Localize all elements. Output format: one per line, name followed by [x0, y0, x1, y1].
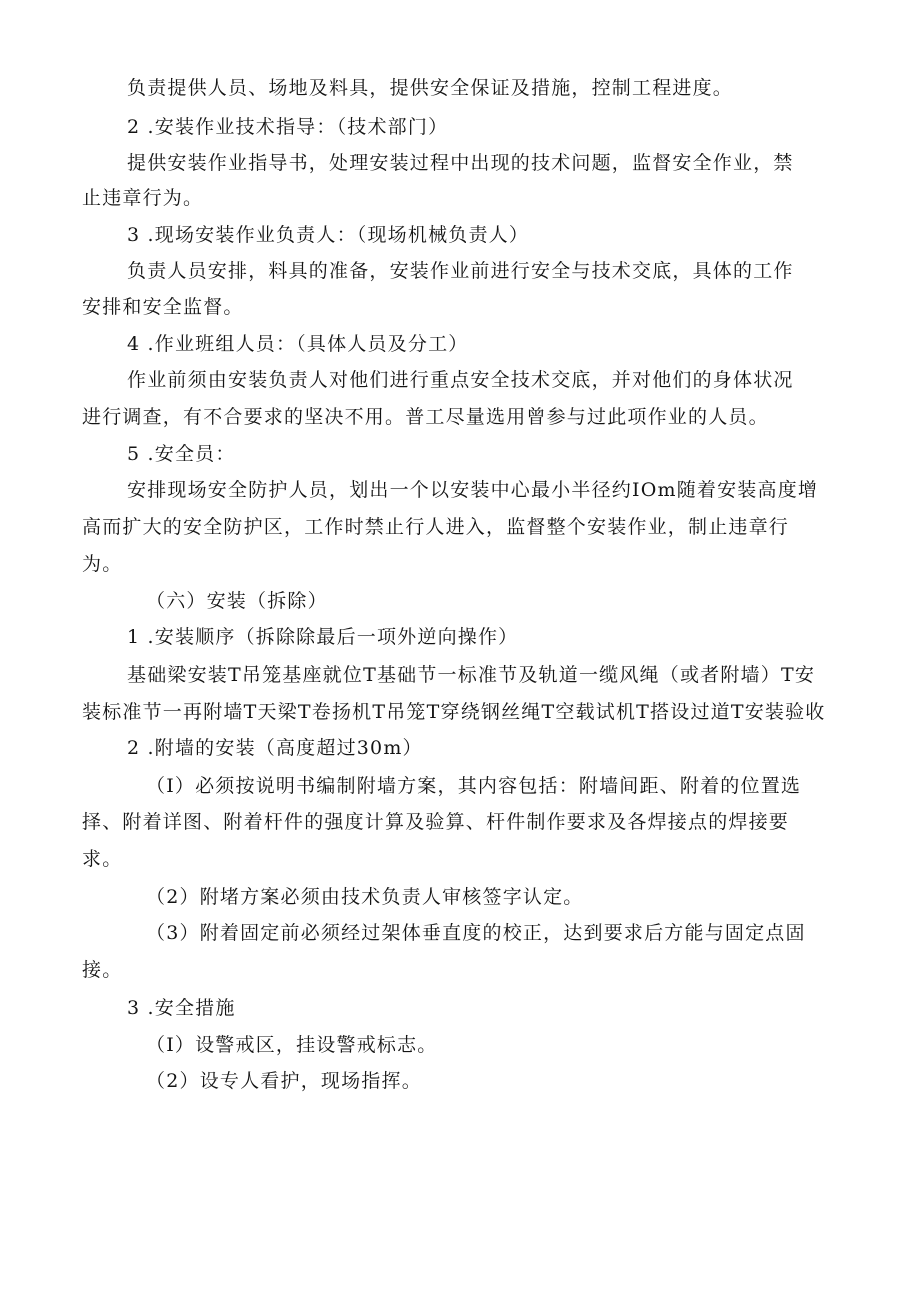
text-line: 择、附着详图、附着杆件的强度计算及验算、杆件制作要求及各焊接点的焊接要 [82, 811, 790, 833]
text-line: 提供安装作业指导书，处理安装过程中出现的技术问题，监督安全作业，禁 [127, 152, 794, 174]
heading-wall-attachment: 2 .附墙的安装（高度超过30m） [127, 737, 423, 759]
text-line: 安排现场安全防护人员，划出一个以安装中心最小半径约IOm随着安装高度增 [127, 479, 819, 501]
heading-work-team: 4 .作业班组人员：（具体人员及分工） [127, 333, 469, 355]
text-line: （I）必须按说明书编制附墙方案，其内容包括：附墙间距、附着的位置选 [146, 775, 802, 797]
text-line: （I）设警戒区，挂设警戒标志。 [146, 1034, 438, 1056]
heading-safety-measures: 3 .安全措施 [127, 997, 236, 1019]
section-heading-installation: （六）安装（拆除） [146, 590, 328, 612]
text-line: 负责人员安排，料具的准备，安装作业前进行安全与技术交底，具体的工作 [127, 260, 794, 282]
text-line: 作业前须由安装负责人对他们进行重点安全技术交底，并对他们的身体状况 [127, 369, 794, 391]
text-line: 安排和安全监督。 [82, 296, 244, 318]
text-line-responsibility: 负责提供人员、场地及料具，提供安全保证及措施，控制工程进度。 [127, 77, 734, 99]
heading-installation-sequence: 1 .安装顺序（拆除除最后一项外逆向操作） [127, 626, 519, 648]
text-line: （2）设专人看护，现场指挥。 [146, 1070, 422, 1092]
text-line: （3）附着固定前必须经过架体垂直度的校正，达到要求后方能与固定点固 [146, 922, 806, 944]
text-line: 接。 [82, 959, 123, 981]
heading-safety-officer: 5 .安全员： [127, 443, 236, 465]
text-line: 为。 [82, 553, 123, 575]
heading-site-installation-lead: 3 .现场安装作业负责人：（现场机械负责人） [127, 224, 530, 246]
text-line: 进行调查，有不合要求的坚决不用。普工尽量选用曾参与过此项作业的人员。 [82, 406, 769, 428]
text-line: 基础梁安装T吊笼基座就位T基础节一标准节及轨道一缆风绳（或者附墙）T安 [127, 664, 816, 686]
text-line: 求。 [82, 848, 123, 870]
text-line: 高而扩大的安全防护区，工作时禁止行人进入，监督整个安装作业，制止违章行 [82, 516, 790, 538]
heading-technical-guidance: 2 .安装作业技术指导：（技术部门） [127, 116, 449, 138]
text-line: 装标准节一再附墙T天梁T卷扬机T吊笼T穿绕钢丝绳T空载试机T搭设过道T安装验收 [82, 701, 826, 723]
text-line: 止违章行为。 [82, 187, 204, 209]
text-line: （2）附堵方案必须由技术负责人审核签字认定。 [146, 886, 584, 908]
